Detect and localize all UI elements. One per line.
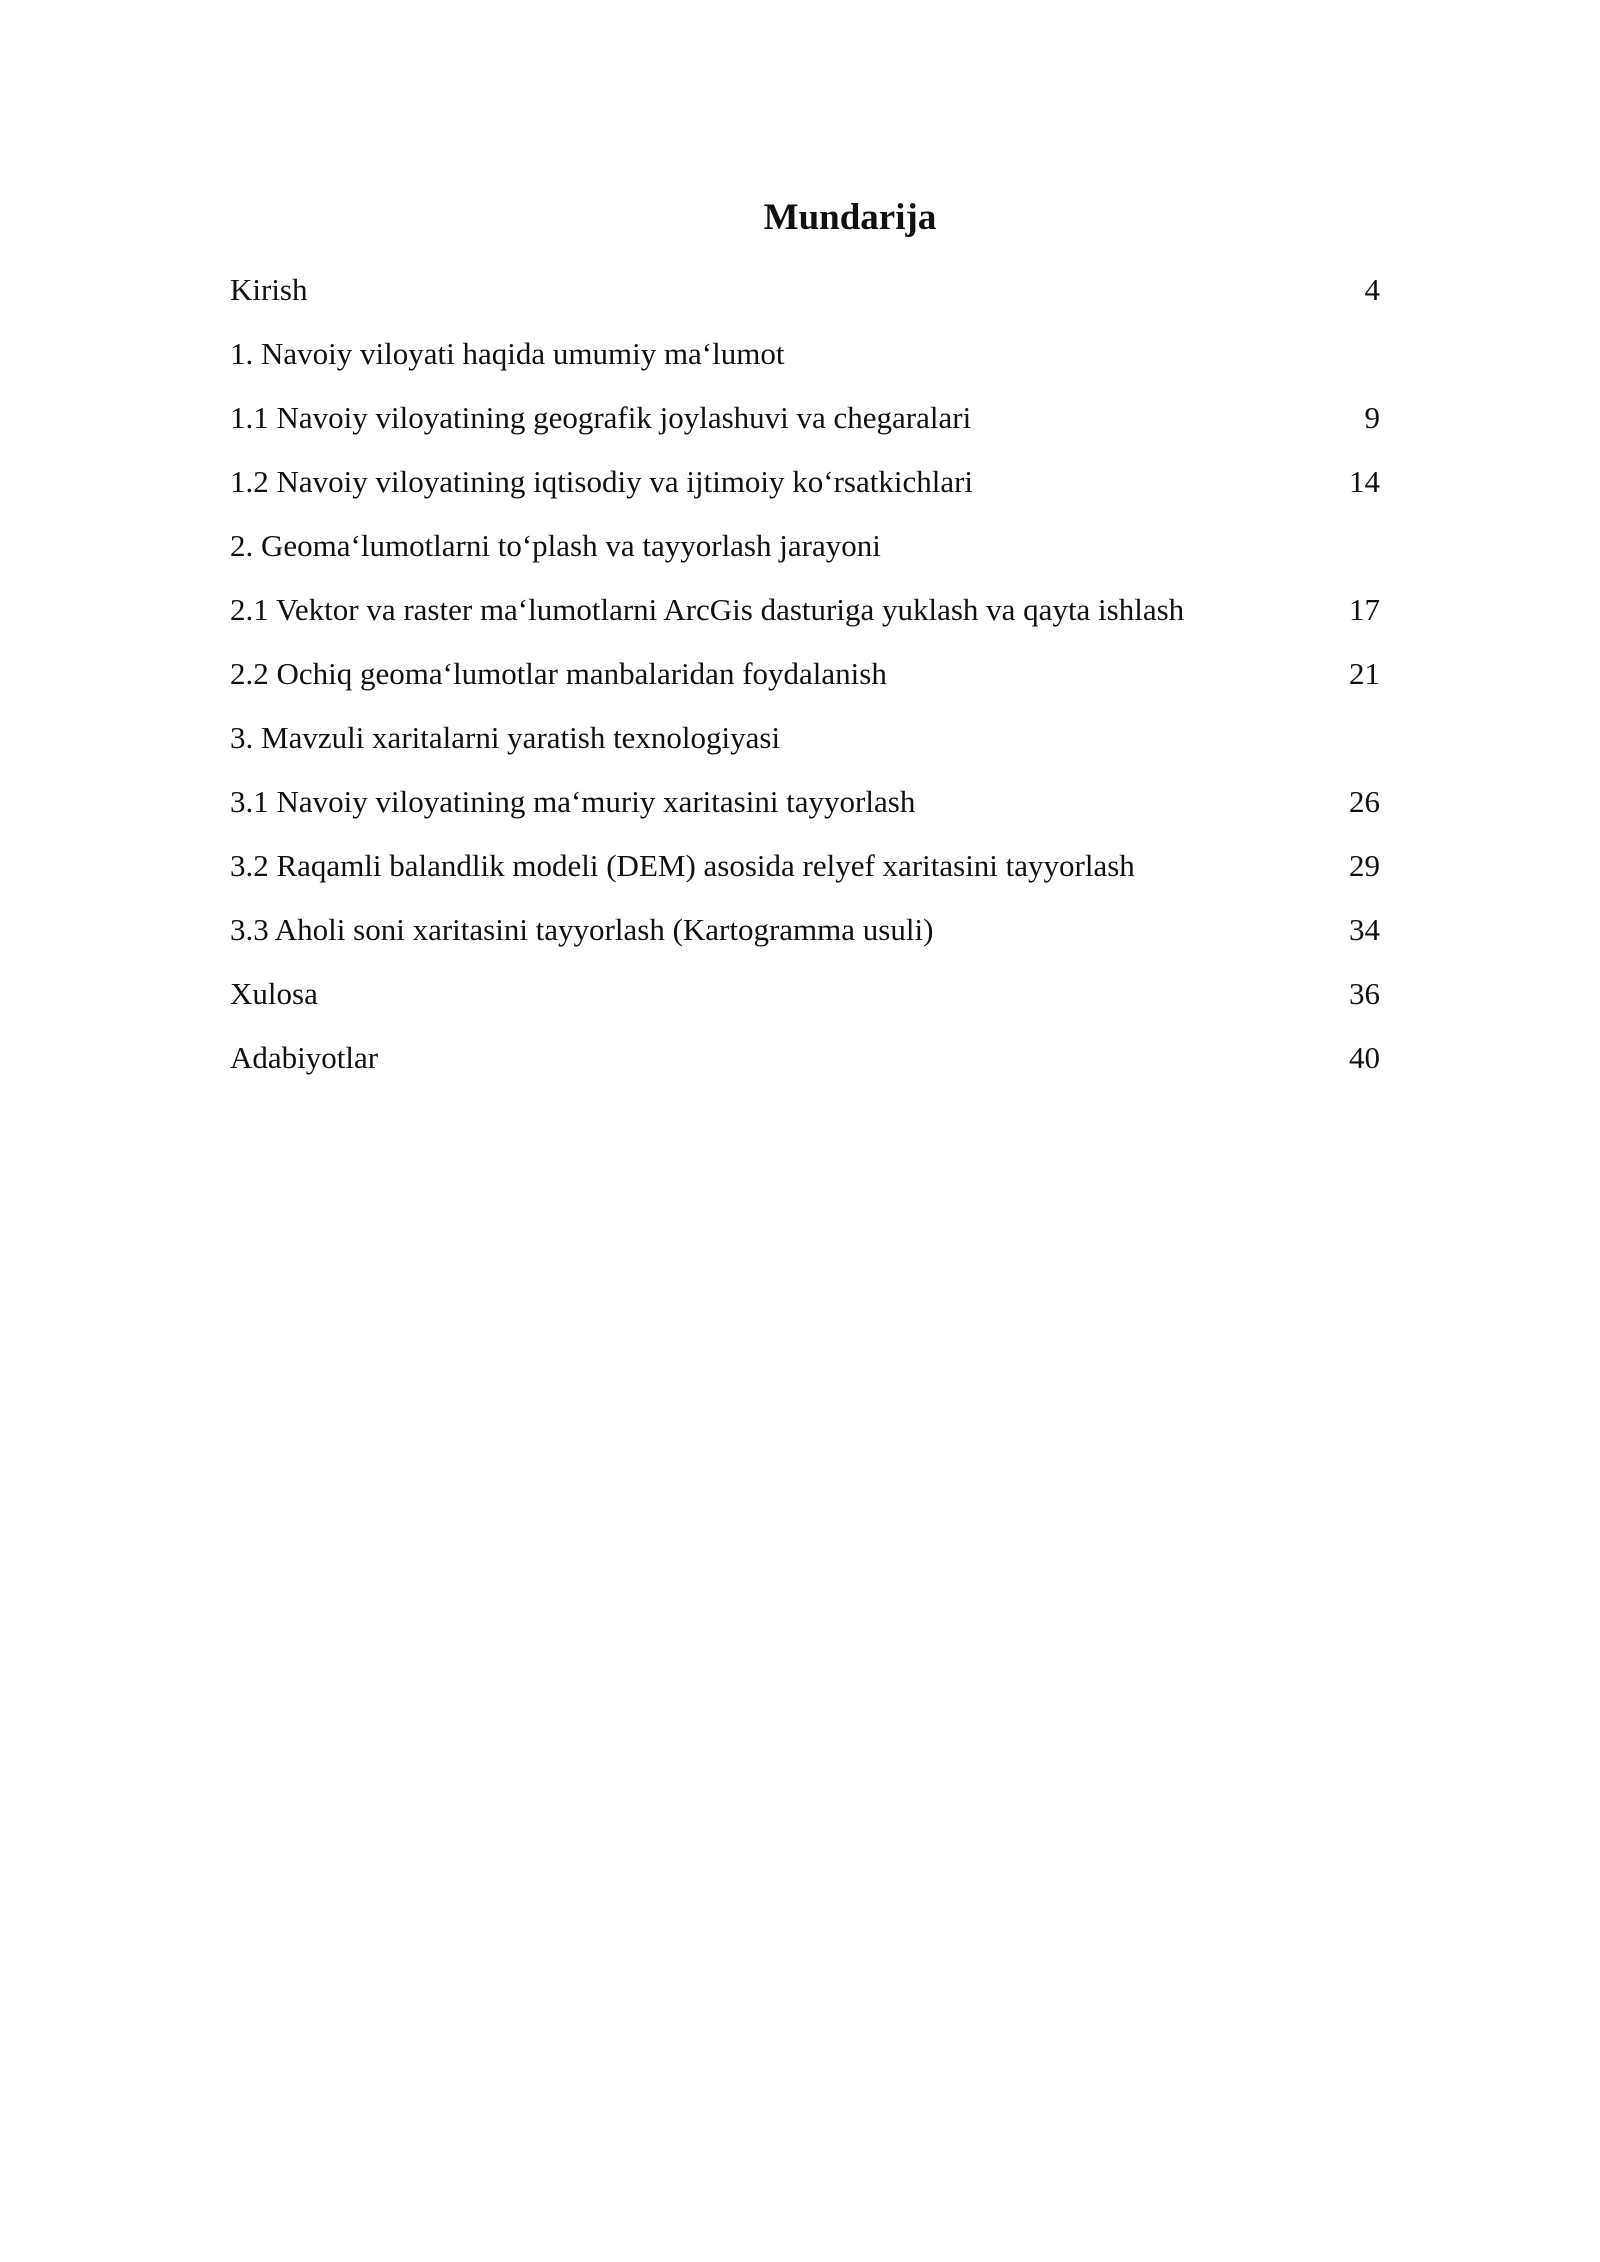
toc-entry-page: 14: [1349, 464, 1380, 499]
toc-entry-page: 17: [1349, 592, 1380, 627]
toc-entry: [230, 392, 1380, 456]
toc-entry-label: 3.1 Navoiy viloyatining ma‘muriy xaritasini tayyorlash: [230, 784, 916, 819]
toc-entry-label: Adabiyotlar: [230, 1040, 379, 1075]
page-title: Mundarija: [763, 197, 937, 238]
toc-entry-page: 29: [1349, 848, 1380, 883]
toc-entry: [230, 904, 1380, 968]
toc-entry-label: Xulosa: [230, 976, 318, 1011]
toc-entry-label: 2.1 Vektor va raster ma‘lumotlarni ArcGis dasturiga yuklash va qayta ishlash: [230, 592, 1185, 627]
toc-entry-page: 40: [1349, 1040, 1380, 1075]
toc-entry-label: 1. Navoiy viloyati haqida umumiy ma‘lumot: [230, 336, 785, 371]
toc-entry: [230, 520, 1380, 584]
toc-entry: [230, 776, 1380, 840]
toc-entry-page: 9: [1364, 400, 1380, 435]
toc-entry-label: 1.2 Navoiy viloyatining iqtisodiy va ijtimoiy ko‘rsatkichlari: [230, 464, 974, 499]
toc-entry: [230, 840, 1380, 904]
toc-entry-page: 21: [1349, 656, 1380, 691]
toc-entry: [230, 584, 1380, 648]
toc-entry: [230, 1032, 1380, 1096]
toc-entry-label: 2.2 Ochiq geoma‘lumotlar manbalaridan foydalanish: [230, 656, 887, 691]
toc-entry: [230, 328, 1380, 392]
toc-entry-page: 34: [1349, 912, 1380, 947]
toc-entry: [230, 712, 1380, 776]
toc-entry: [230, 264, 1380, 328]
toc-entry: [230, 456, 1380, 520]
toc-entry: [230, 648, 1380, 712]
table-of-contents: [230, 264, 1380, 1096]
toc-entry-label: 1.1 Navoiy viloyatining geografik joylashuvi va chegaralari: [230, 400, 972, 435]
toc-entry-page: 36: [1349, 976, 1380, 1011]
toc-entry-label: 3. Mavzuli xaritalarni yaratish texnologiyasi: [230, 720, 781, 755]
toc-entry-page: 4: [1364, 272, 1380, 307]
toc-entry-label: 3.2 Raqamli balandlik modeli (DEM) asosida relyef xaritasini tayyorlash: [230, 848, 1135, 883]
toc-entry-page: 26: [1349, 784, 1380, 819]
toc-entry: [230, 968, 1380, 1032]
toc-entry-label: 2. Geoma‘lumotlarni to‘plash va tayyorlash jarayoni: [230, 528, 881, 563]
toc-entry-label: Kirish: [230, 272, 308, 307]
toc-entry-label: 3.3 Aholi soni xaritasini tayyorlash (Kartogramma usuli): [230, 912, 934, 947]
